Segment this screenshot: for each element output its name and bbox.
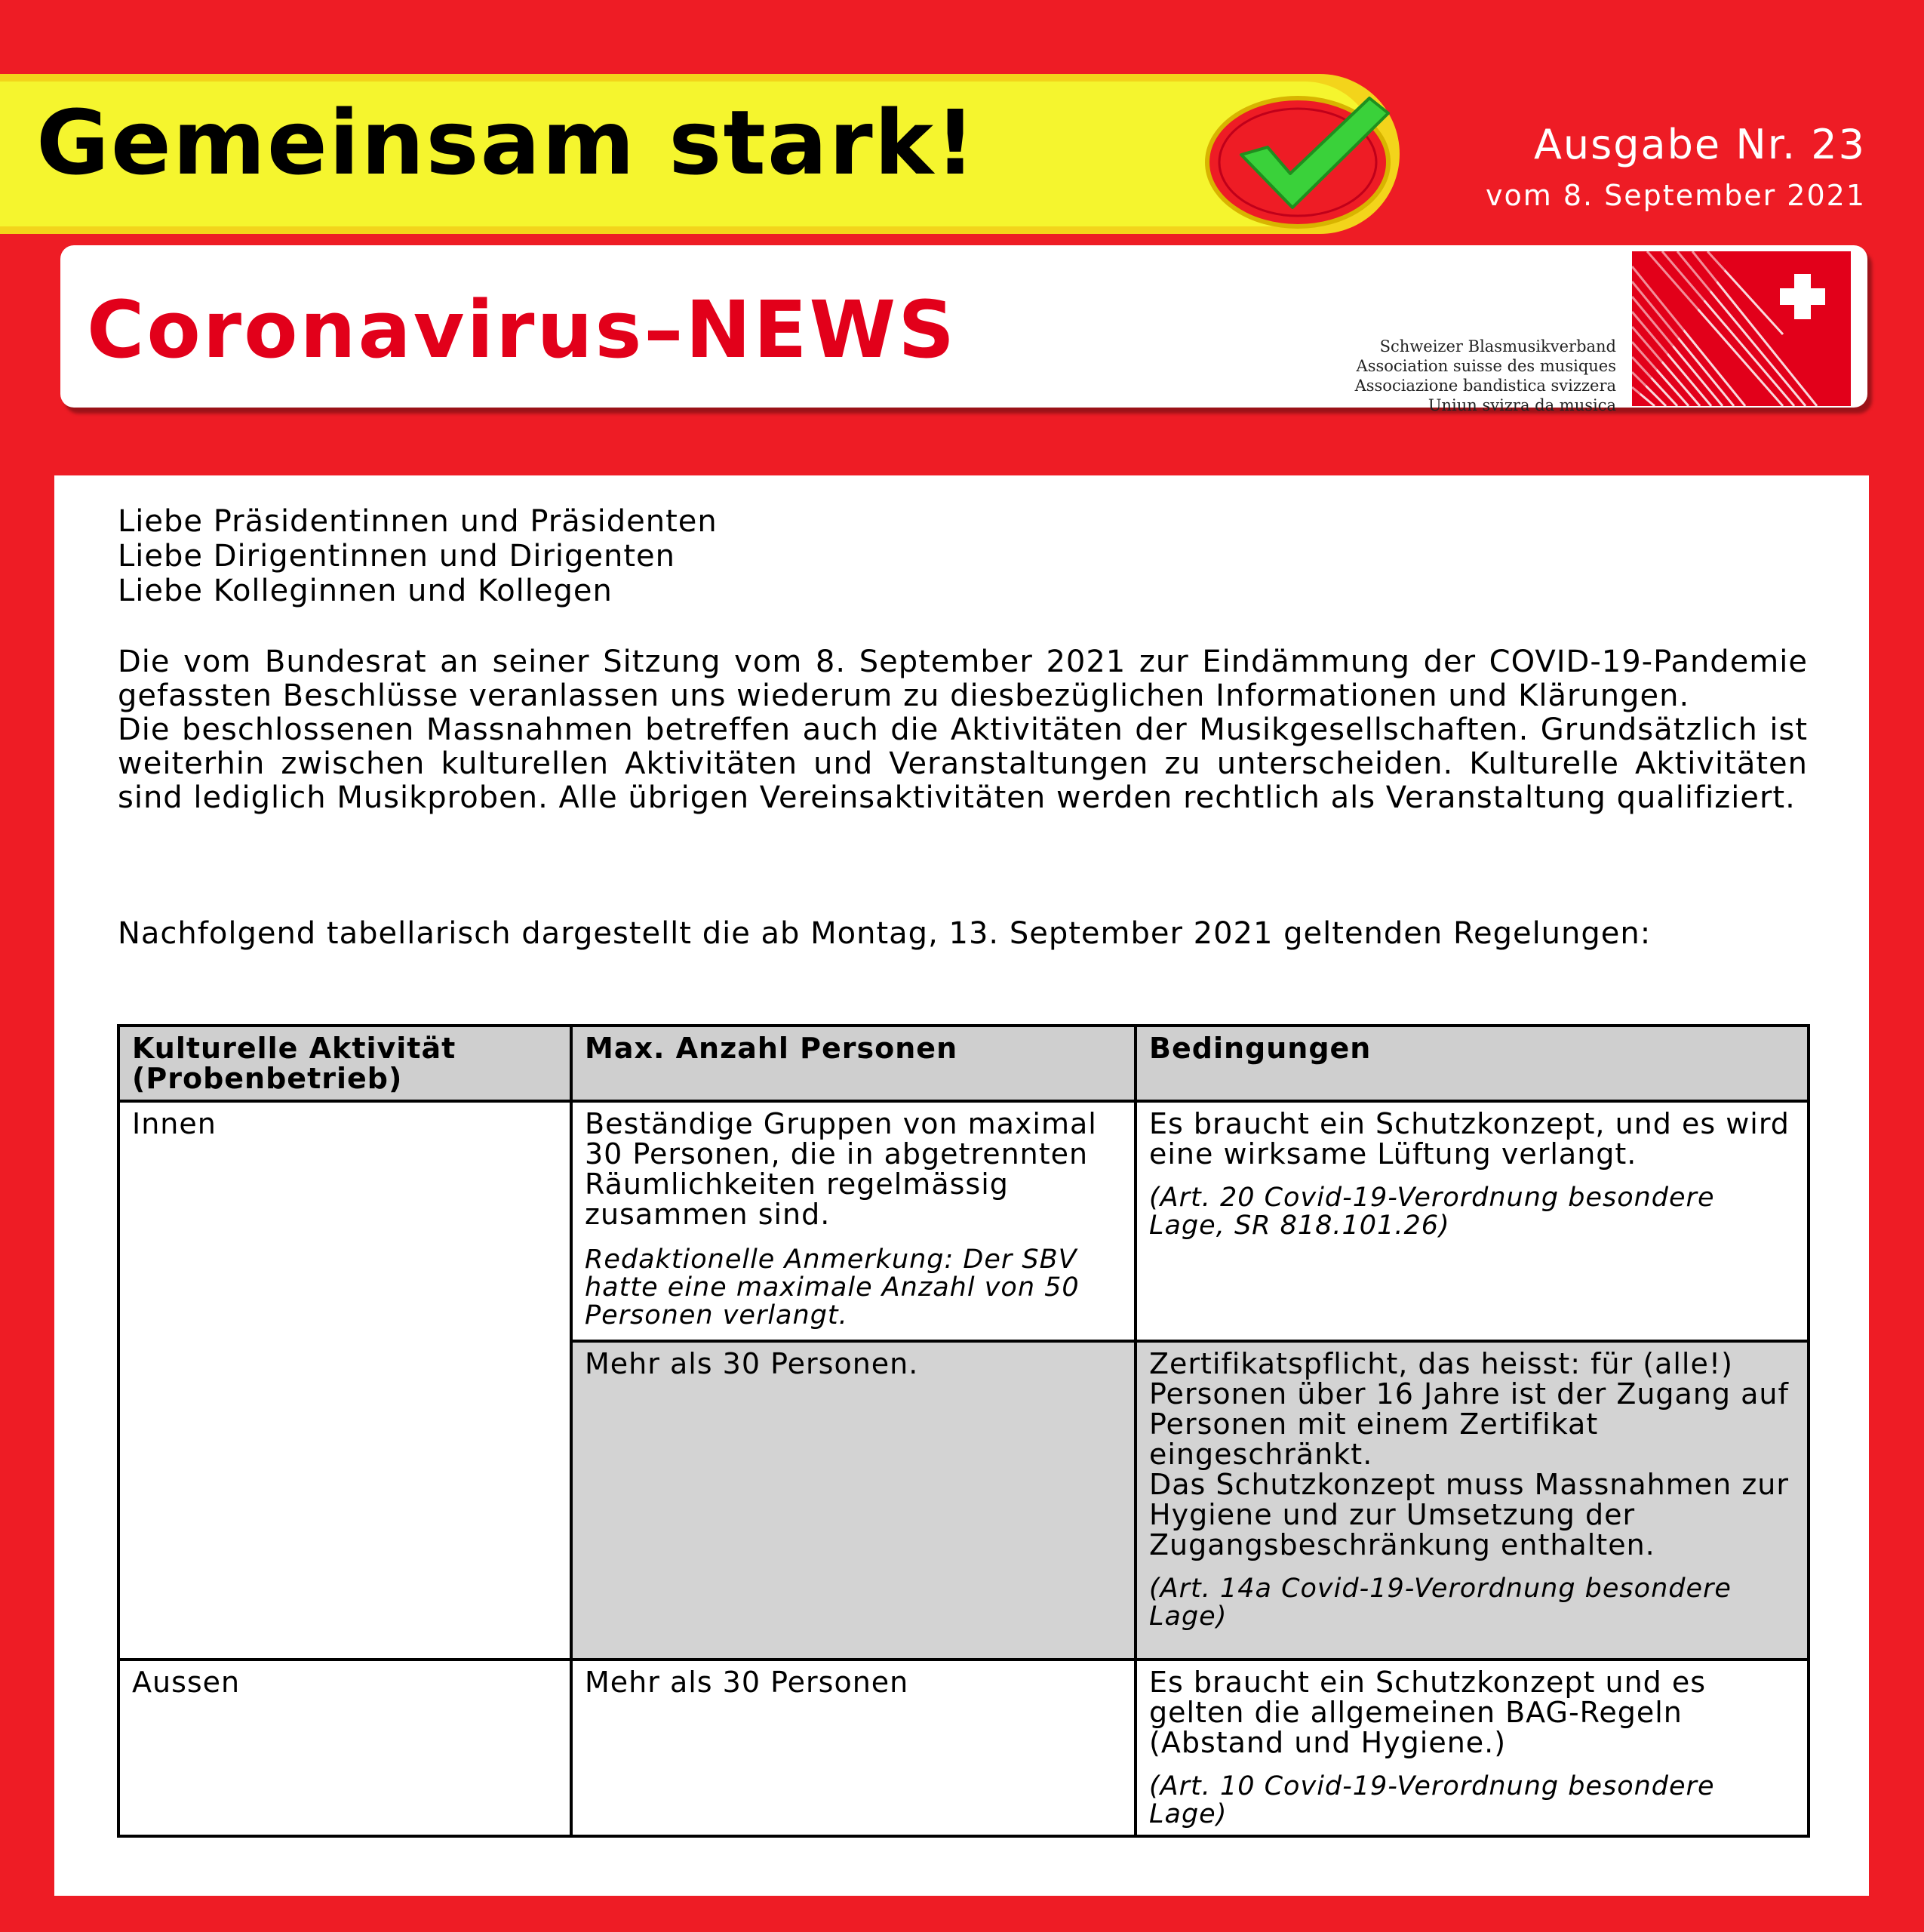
paragraph-2: Die beschlossenen Massnahmen betreffen auch die Aktivitäten der Musikgesellschaften. Grundsätzlich ist weiterhin zwischen kulturellen Aktivitäten und Veranstaltungen zu unterscheiden. Kulturelle Aktivitäten sind lediglich Musikproben. Alle übrigen Vereinsaktivitäten werden rechtlich als Veranstaltung qualifiziert. [118, 712, 1808, 815]
news-title: Coronavirus–NEWS [87, 284, 957, 376]
editorial-note: Redaktionelle Anmerkung: Der SBV hatte eine maximale Anzahl von 50 Personen verlangt. [585, 1244, 1080, 1331]
persons-cell: Mehr als 30 Personen. [571, 1341, 1136, 1660]
check-mark-icon [1196, 83, 1407, 234]
persons-text: Beständige Gruppen von maximal 30 Personen, die in abgetrennten Räumlichkeiten regelmässig zusammen sind. [585, 1107, 1097, 1231]
paragraph-1: Die vom Bundesrat an seiner Sitzung vom 8. September 2021 zur Eindämmung der COVID-19-Pandemie gefassten Beschlüsse veranlassen uns wiederum zu diesbezüglichen Informationen und Klärungen. [118, 645, 1808, 713]
association-name-it: Associazione bandistica svizzera [1354, 377, 1616, 395]
swiss-cross-logo [1632, 251, 1851, 406]
association-names [1355, 337, 1616, 415]
issue-number: Ausgabe Nr. 23 [1533, 121, 1866, 168]
issue-date: vom 8. September 2021 [1486, 179, 1866, 212]
column-header-persons: Max. Anzahl Personen [571, 1026, 1136, 1101]
greeting-line: Liebe Dirigentinnen und Dirigenten [118, 539, 675, 574]
paragraph-3: Nachfolgend tabellarisch dargestellt die ab Montag, 13. September 2021 geltenden Regelungen: [118, 916, 1652, 951]
conditions-cell [1136, 1101, 1809, 1341]
table-header-row [118, 1026, 1809, 1101]
conditions-cell [1136, 1660, 1809, 1836]
row-label-aussen: Aussen [118, 1660, 571, 1836]
legal-reference: (Art. 10 Covid-19-Verordnung besondere Lage) [1149, 1771, 1715, 1829]
table-row [118, 1660, 1809, 1836]
persons-cell [571, 1101, 1136, 1341]
intro-paragraphs [118, 645, 1808, 815]
legal-reference: (Art. 14a Covid-19-Verordnung besondere Lage) [1149, 1574, 1732, 1632]
conditions-text: Es braucht ein Schutzkonzept, und es wird eine wirksame Lüftung verlangt. [1149, 1107, 1790, 1171]
greeting-line: Liebe Präsidentinnen und Präsidenten [118, 504, 718, 539]
association-name-rm: Uniun svizra da musica [1428, 396, 1616, 414]
conditions-cell [1136, 1341, 1809, 1660]
association-name-de: Schweizer Blasmusikverband [1379, 337, 1616, 355]
greeting-line: Liebe Kolleginnen und Kollegen [118, 574, 613, 608]
conditions-text: Zertifikatspflicht, das heisst: für (alle!) Personen über 16 Jahre ist der Zugang auf Personen mit einem Zertifikat eingeschränkt. [1149, 1347, 1789, 1471]
legal-reference: (Art. 20 Covid-19-Verordnung besondere Lage, SR 818.101.26) [1149, 1183, 1715, 1241]
table-row [118, 1101, 1809, 1341]
column-header-activity: Kulturelle Aktivität (Probenbetrieb) [118, 1026, 571, 1101]
column-header-conditions: Bedingungen [1136, 1026, 1809, 1101]
persons-cell: Mehr als 30 Personen [571, 1660, 1136, 1836]
greeting [118, 504, 718, 608]
conditions-text: Das Schutzkonzept muss Massnahmen zur Hygiene und zur Umsetzung der Zugangsbeschränkung enthalten. [1149, 1468, 1789, 1561]
association-name-fr: Association suisse des musiques [1356, 357, 1616, 375]
conditions-text: Es braucht ein Schutzkonzept und es gelten die allgemeinen BAG-Regeln (Abstand und Hygiene.) [1149, 1666, 1707, 1759]
rules-table [117, 1024, 1810, 1838]
row-label-innen: Innen [118, 1101, 571, 1660]
headline: Gemeinsam stark! [36, 91, 977, 195]
